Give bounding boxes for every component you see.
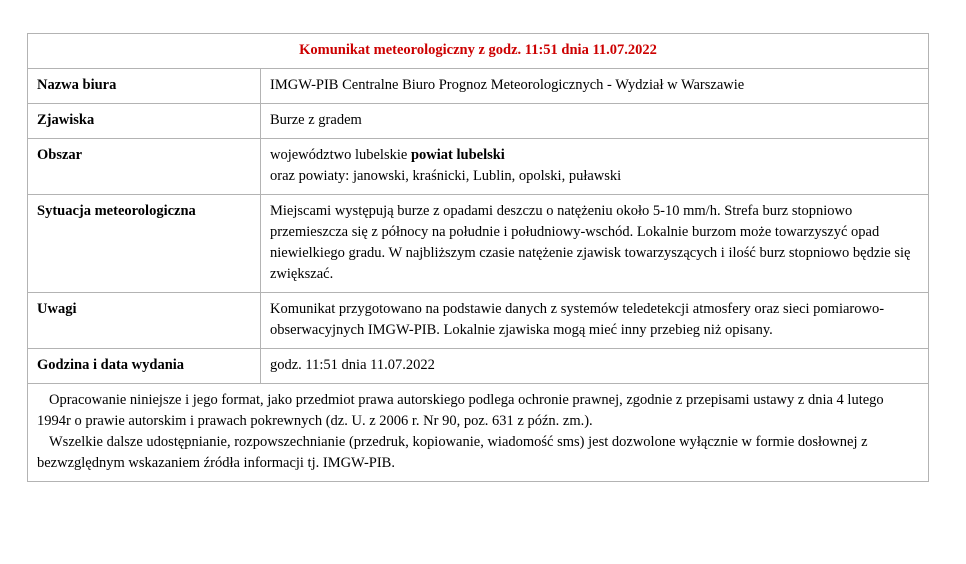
table-row xyxy=(28,69,929,104)
table-row xyxy=(28,293,929,349)
area-voivodeship: województwo lubelskie xyxy=(270,147,411,164)
row-label-notes: Uwagi xyxy=(28,293,261,349)
table-row-title xyxy=(28,34,929,69)
table-row-footer xyxy=(28,384,929,482)
footer-paragraph-2: Wszelkie dalsze udostępnianie, rozpowszechnianie (przedruk, kopiowanie, wiadomość sms) jest dozwolone wyłącznie w formie dosłownej z bezwzględnym wskazaniem źródła informacji tj. IMGW-PIB. xyxy=(37,434,868,472)
weather-bulletin-table xyxy=(27,33,929,482)
row-label-area: Obszar xyxy=(28,139,261,195)
row-value-office: IMGW-PIB Centralne Biuro Prognoz Meteorologicznych - Wydział w Warszawie xyxy=(261,69,929,104)
copyright-footer xyxy=(28,384,929,482)
table-row xyxy=(28,195,929,293)
bulletin-title: Komunikat meteorologiczny z godz. 11:51 dnia 11.07.2022 xyxy=(28,34,929,69)
row-value-area xyxy=(261,139,929,195)
table-row xyxy=(28,104,929,139)
area-line-1 xyxy=(270,145,919,166)
row-label-issue-time: Godzina i data wydania xyxy=(28,349,261,384)
row-value-issue-time: godz. 11:51 dnia 11.07.2022 xyxy=(261,349,929,384)
row-label-situation: Sytuacja meteorologiczna xyxy=(28,195,261,293)
footer-paragraph-1: Opracowanie niniejsze i jego format, jako przedmiot prawa autorskiego podlega ochronie prawnej, zgodnie z przepisami ustawy z dnia 4 lutego 1994r o prawie autorskim i prawach pokrewnych (dz. U. z 2006 r. Nr 90, poz. 631 z późn. zm.). xyxy=(37,392,884,430)
area-county: powiat lubelski xyxy=(410,147,505,164)
row-value-situation: Miejscami występują burze z opadami deszczu o natężeniu około 5-10 mm/h. Strefa burz stopniowo przemieszcza się z północy na południe i południowy-wschód. Lokalnie burzom może towarzyszyć opad niewielkiego gradu. W najbliższym czasie natężenie zjawisk towarzyszących i ilość burz stopniowo będzie się zwiększać. xyxy=(261,195,929,293)
row-value-phenomena: Burze z gradem xyxy=(261,104,929,139)
area-line-2: oraz powiaty: janowski, kraśnicki, Lublin, opolski, puławski xyxy=(270,168,622,185)
row-label-office: Nazwa biura xyxy=(28,69,261,104)
table-row xyxy=(28,349,929,384)
row-value-notes: Komunikat przygotowano na podstawie danych z systemów teledetekcji atmosfery oraz sieci pomiarowo-obserwacyjnych IMGW-PIB. Lokalnie zjawiska mogą mieć inny przebieg niż opisany. xyxy=(261,293,929,349)
row-label-phenomena: Zjawiska xyxy=(28,104,261,139)
table-row xyxy=(28,139,929,195)
